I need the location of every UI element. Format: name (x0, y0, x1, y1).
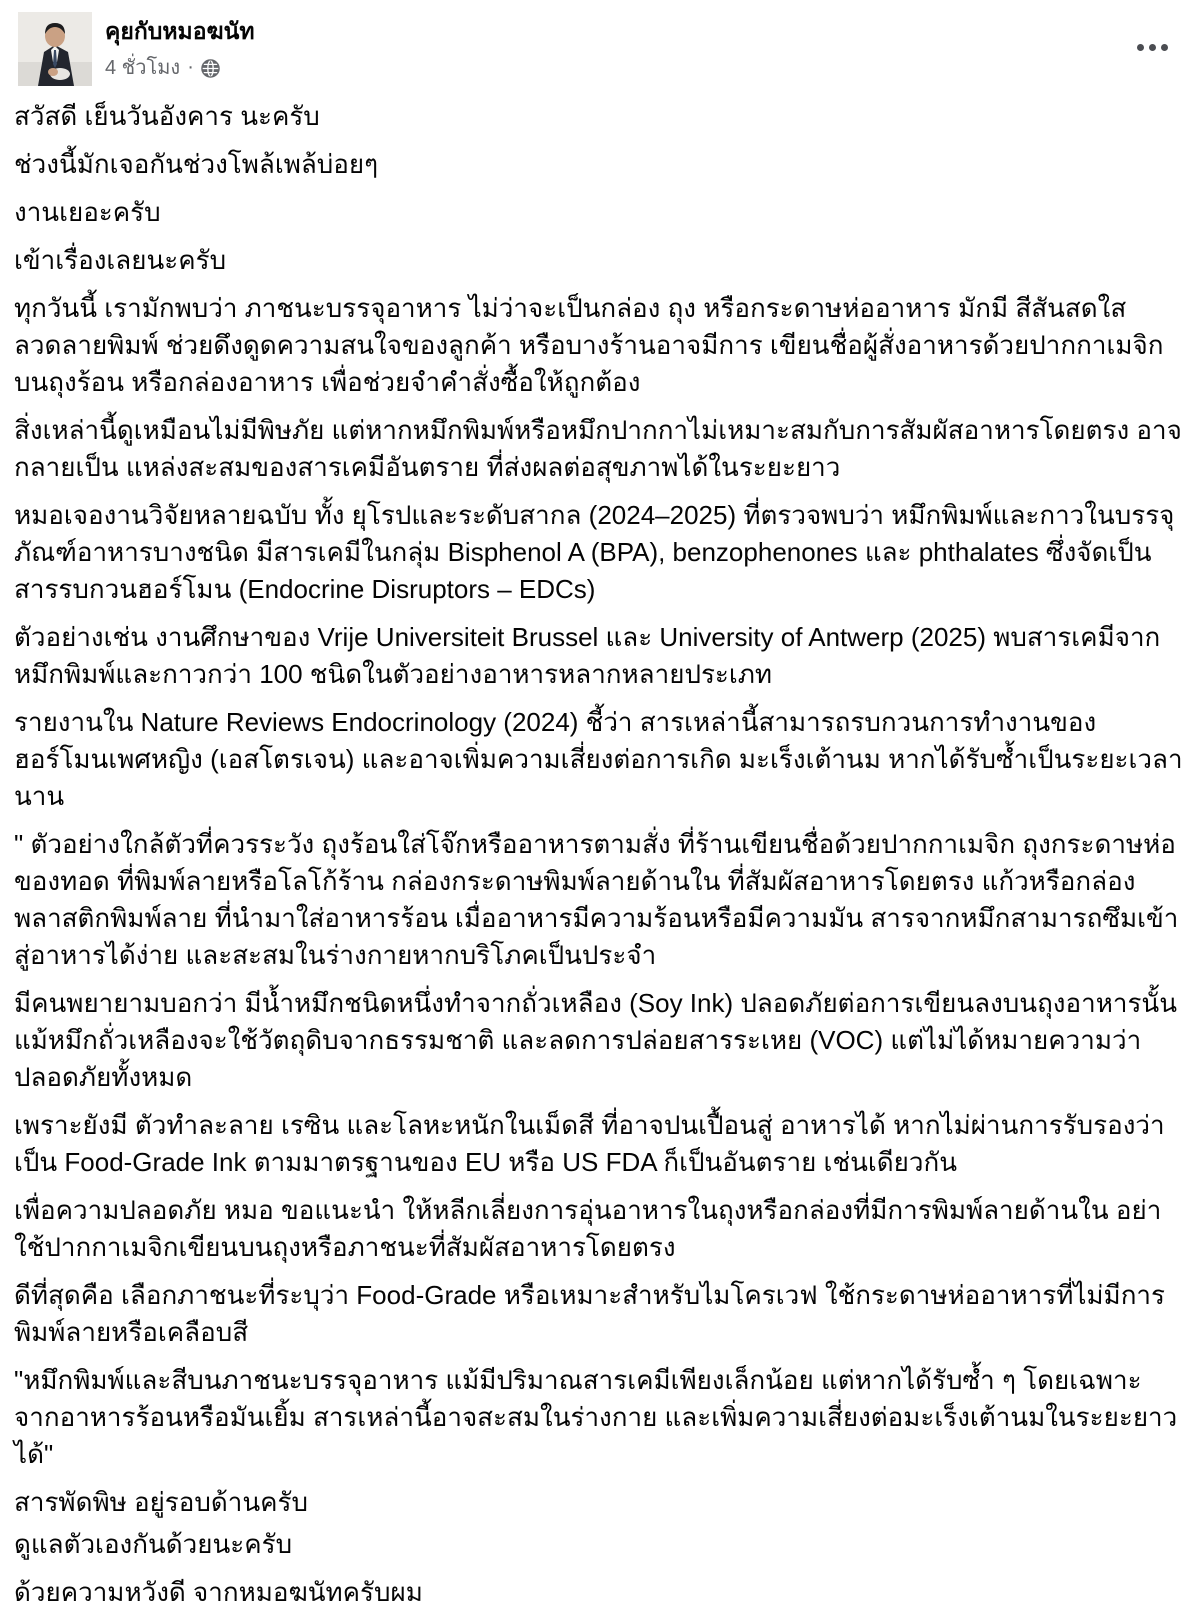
post-body (0, 90, 1200, 1611)
post-paragraph: งานเยอะครับ (14, 197, 161, 227)
post-meta (105, 51, 254, 83)
page-name-link[interactable]: คุยกับหมอฆนัท (105, 18, 255, 44)
globe-icon (201, 59, 220, 78)
post-paragraph: สวัสดี เย็นวันอังคาร นะครับ (14, 101, 320, 131)
profile-photo-icon (18, 12, 92, 86)
avatar[interactable] (18, 12, 92, 86)
post-paragraph: หมอเจองานวิจัยหลายฉบับ ทั้ง ยุโรปและระดับสากล (2024–2025) ที่ตรวจพบว่า หมึกพิมพ์และกาวในบรรจุภัณฑ์อาหารบางชนิด มีสารเคมีในกลุ่ม Bisphenol A (BPA), benzophenones และ phthalates ซึ่งจัดเป็น สารรบกวนฮอร์โมน (Endocrine Disruptors – EDCs) (14, 500, 1175, 604)
post-paragraph: ดูแลตัวเองกันด้วยนะครับ (14, 1529, 293, 1559)
post-paragraph: " ตัวอย่างใกล้ตัวที่ควรระวัง ถุงร้อนใส่โจ๊กหรืออาหารตามสั่ง ที่ร้านเขียนชื่อด้วยปากกาเมจิก ถุงกระดาษห่อของทอด ที่พิมพ์ลายหรือโลโก้ร้าน กล่องกระดาษพิมพ์ลายด้านใน ที่สัมผัสอาหารโดยตรง แก้วหรือกล่องพลาสติกพิมพ์ลาย ที่นำมาใส่อาหารร้อน เมื่ออาหารมีความร้อนหรือมีความมัน สารจากหมึกสามารถซึมเข้าสู่อาหารได้ง่าย และสะสมในร่างกายหากบริโภคเป็นประจำ (14, 829, 1179, 970)
post-paragraph: ช่วงนี้มักเจอกันช่วงโพล้เพล้บ่อยๆ (14, 149, 379, 179)
post-header (0, 0, 1200, 90)
post-paragraph: "หมึกพิมพ์และสีบนภาชนะบรรจุอาหาร แม้มีปริมาณสารเคมีเพียงเล็กน้อย แต่หากได้รับซ้ำ ๆ โดยเฉพาะจากอาหารร้อนหรือมันเยิ้ม สารเหล่านี้อาจสะสมในร่างกาย และเพิ่มความเสี่ยงต่อมะเร็งเต้านมในระยะยาวได้" (14, 1365, 1178, 1469)
header-text (105, 12, 254, 83)
post-paragraph: รายงานใน Nature Reviews Endocrinology (2024) ชี้ว่า สารเหล่านี้สามารถรบกวนการทำงานของ ฮอร์โมนเพศหญิง (เอสโตรเจน) และอาจเพิ่มความเสี่ยงต่อการเกิด มะเร็งเต้านม หากได้รับซ้ำเป็นระยะเวลานาน (14, 707, 1183, 811)
meta-separator: · (187, 55, 194, 78)
post-paragraph: ดีที่สุดคือ เลือกภาชนะที่ระบุว่า Food-Grade หรือเหมาะสำหรับไมโครเวฟ ใช้กระดาษห่ออาหารที่ไม่มีการพิมพ์ลายหรือเคลือบสี (14, 1280, 1165, 1347)
post-paragraph: ทุกวันนี้ เรามักพบว่า ภาชนะบรรจุอาหาร ไม่ว่าจะเป็นกล่อง ถุง หรือกระดาษห่ออาหาร มักมี สีสันสดใส ลวดลายพิมพ์ ช่วยดึงดูดความสนใจของลูกค้า หรือบางร้านอาจมีการ เขียนชื่อผู้สั่งอาหารด้วยปากกาเมจิกบนถุงร้อน หรือกล่องอาหาร เพื่อช่วยจำคำสั่งซื้อให้ถูกต้อง (14, 293, 1164, 397)
post-paragraph: สิ่งเหล่านี้ดูเหมือนไม่มีพิษภัย แต่หากหมึกพิมพ์หรือหมึกปากกาไม่เหมาะสมกับการสัมผัสอาหารโดยตรง อาจกลายเป็น แหล่งสะสมของสารเคมีอันตราย ที่ส่งผลต่อสุขภาพได้ในระยะยาว (14, 415, 1182, 482)
post-paragraph: มีคนพยายามบอกว่า มีน้ำหมึกชนิดหนึ่งทำจากถั่วเหลือง (Soy Ink) ปลอดภัยต่อการเขียนลงบนถุงอาหารนั้น แม้หมึกถั่วเหลืองจะใช้วัตถุดิบจากธรรมชาติ และลดการปล่อยสารระเหย (VOC) แต่ไม่ได้หมายความว่าปลอดภัยทั้งหมด (14, 988, 1177, 1092)
post-paragraph: ด้วยความหวังดี จากหมอฆนัทครับผม (14, 1577, 423, 1607)
timestamp[interactable]: 4 ชั่วโมง (105, 57, 181, 79)
post-paragraph: เพื่อความปลอดภัย หมอ ขอแนะนำ ให้หลีกเลี่ยงการอุ่นอาหารในถุงหรือกล่องที่มีการพิมพ์ลายด้านใน อย่าใช้ปากกาเมจิกเขียนบนถุงหรือภาชนะที่สัมผัสอาหารโดยตรง (14, 1195, 1162, 1262)
post-paragraph: เพราะยังมี ตัวทำละลาย เรซิน และโลหะหนักในเม็ดสี ที่อาจปนเปื้อนสู่ อาหารได้ หากไม่ผ่านการรับรองว่าเป็น Food-Grade Ink ตามมาตรฐานของ EU หรือ US FDA ก็เป็นอันตราย เช่นเดียวกัน (14, 1110, 1165, 1177)
more-options-icon[interactable] (1130, 30, 1174, 64)
post-paragraph: เข้าเรื่องเลยนะครับ (14, 245, 227, 275)
post-paragraph: สารพัดพิษ อยู่รอบด้านครับ (14, 1487, 309, 1517)
post-paragraph: ตัวอย่างเช่น งานศึกษาของ Vrije Universiteit Brussel และ University of Antwerp (2025) พบสารเคมีจากหมึกพิมพ์และกาวกว่า 100 ชนิดในตัวอย่างอาหารหลากหลายประเภท (14, 622, 1161, 689)
